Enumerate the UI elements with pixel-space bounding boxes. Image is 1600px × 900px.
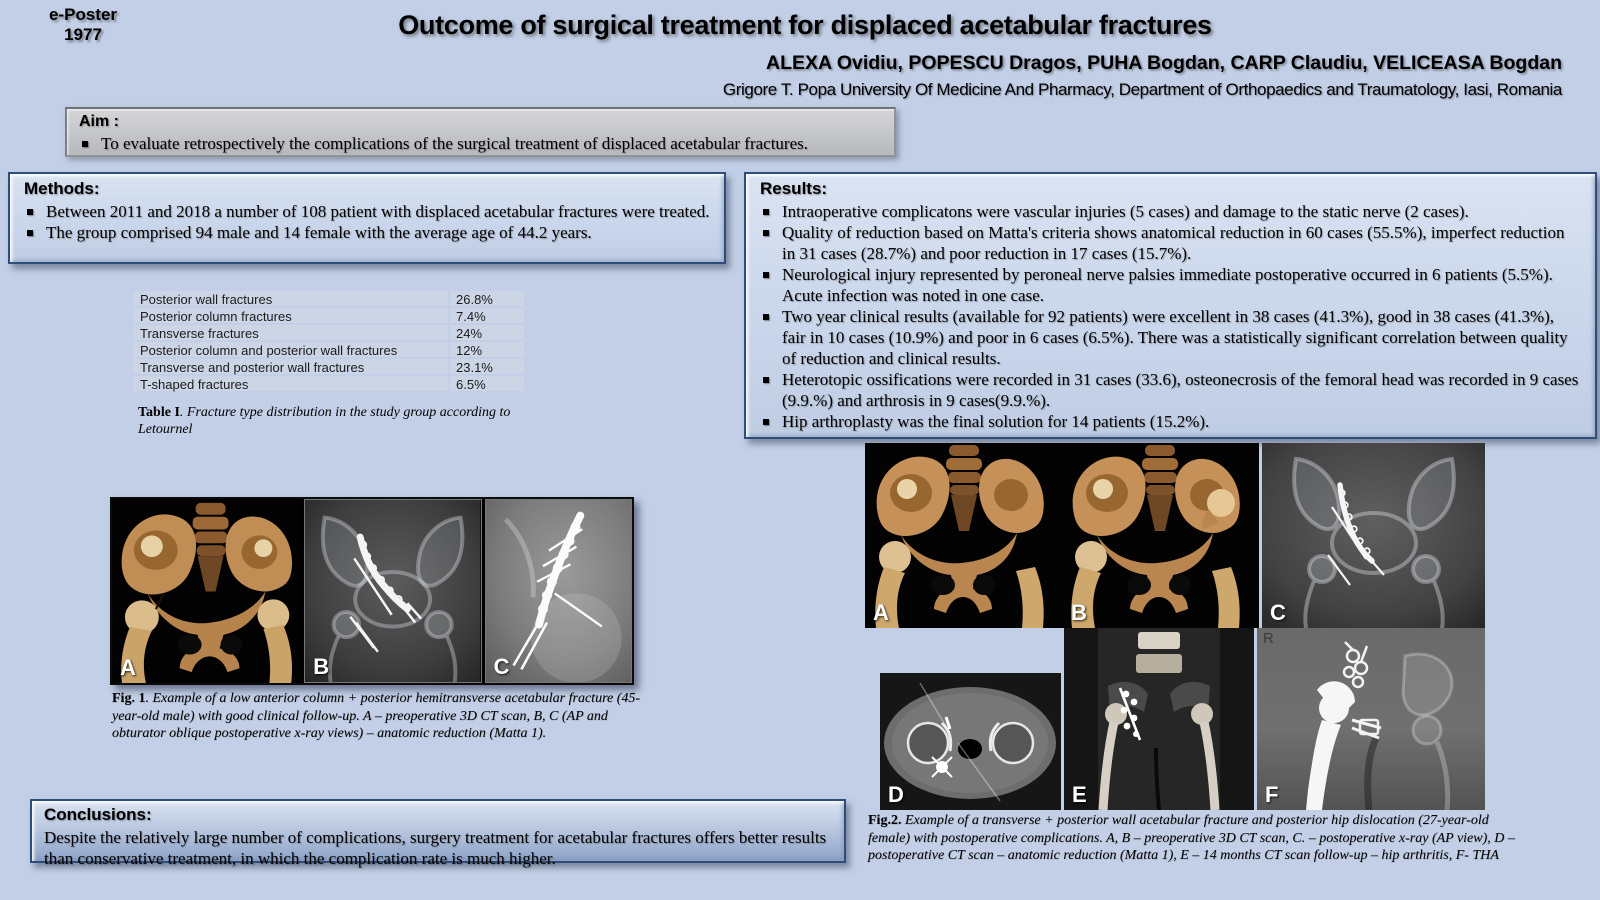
bullet-square-icon bbox=[763, 230, 769, 236]
poster-title: Outcome of surgical treatment for displaced acetabular fractures bbox=[398, 10, 1212, 40]
methods-bullet-text: Between 2011 and 2018 a number of 108 patient with displaced acetabular fractures were treated. bbox=[46, 202, 710, 221]
fig1-panel-a-3dct-image bbox=[112, 499, 301, 683]
fig2-panel-d-axialct-image bbox=[880, 673, 1061, 810]
table-row bbox=[133, 376, 518, 391]
aim-heading: Aim : bbox=[79, 113, 119, 130]
table-row bbox=[133, 342, 518, 357]
fig1-panel-c-label: C bbox=[493, 654, 510, 679]
aim-section bbox=[65, 107, 896, 157]
fracture-type-cell: Posterior column fractures bbox=[133, 308, 448, 323]
results-bullet-text: Hip arthroplasty was the final solution for 14 patients (15.2%). bbox=[782, 412, 1210, 431]
results-bullet bbox=[760, 264, 1581, 306]
fig1-panel-c-xray-image bbox=[485, 499, 632, 683]
bullet-square-icon bbox=[27, 230, 33, 236]
fracture-type-cell: Transverse and posterior wall fractures bbox=[133, 359, 448, 374]
fracture-percent-cell: 7.4% bbox=[450, 308, 524, 323]
results-bullet bbox=[760, 222, 1581, 264]
coronal-ct-illustration bbox=[1064, 628, 1254, 810]
fig2-panel-b-label: B bbox=[1071, 600, 1087, 625]
aim-bullet bbox=[79, 133, 882, 154]
fig2-panel-e-coronalct-image bbox=[1064, 628, 1254, 810]
methods-bullet bbox=[24, 222, 710, 243]
conclusions-section bbox=[30, 799, 846, 868]
fig2-caption bbox=[868, 812, 1516, 865]
pelvis-3dct-illustration bbox=[112, 499, 301, 683]
results-bullet bbox=[760, 411, 1581, 432]
authors-line: ALEXA Ovidiu, POPESCU Dragos, PUHA Bogdan, CARP Claudiu, VELICEASA Bogdan bbox=[766, 52, 1562, 74]
table-row bbox=[133, 291, 518, 306]
table-row bbox=[133, 308, 518, 323]
table-row bbox=[133, 325, 518, 340]
affiliation-line: Grigore T. Popa University Of Medicine And Pharmacy, Department of Orthopaedics and Traumatology, Iasi, Romania bbox=[722, 80, 1562, 99]
fig1-caption-label: Fig. 1 bbox=[112, 691, 146, 706]
fig1-panel-b-label: B bbox=[313, 654, 330, 679]
pelvis-3dct-pair-illustration bbox=[865, 443, 1259, 628]
fig2-caption-label: Fig.2. bbox=[868, 813, 902, 828]
fig2-panel-ab-3dct-image bbox=[865, 443, 1259, 628]
bullet-square-icon bbox=[763, 209, 769, 215]
results-bullet-text: Quality of reduction based on Matta's criteria shows anatomical reduction in 60 cases (55.5%), imperfect reduction in 31 cases (28.7%) and poor reduction in 17 cases (15.7%). bbox=[782, 223, 1565, 263]
fig1-caption-text: . Example of a low anterior column + posterior hemitransverse acetabular fracture (45-year-old male) with good clinical follow-up. A – preoperative 3D CT scan, B, C (AP and obturator oblique postoperative x-ray views) – anatomic reduction (Matta 1). bbox=[112, 691, 641, 741]
results-heading: Results: bbox=[760, 179, 828, 198]
results-bullet-text: Heterotopic ossifications were recorded in 31 cases (33.6), osteonecrosis of the femoral head was recorded in 9 cases (9.9.%) and arthrosis in 9 cases(9.9.%). bbox=[782, 370, 1579, 410]
fig2-panel-d-label: D bbox=[888, 782, 904, 807]
methods-section bbox=[8, 172, 726, 264]
methods-bullet-text: The group comprised 94 male and 14 female with the average age of 44.2 years. bbox=[46, 223, 592, 242]
fracture-type-cell: Posterior column and posterior wall fractures bbox=[133, 342, 448, 357]
results-bullet bbox=[760, 369, 1581, 411]
fracture-type-cell: Posterior wall fractures bbox=[133, 291, 448, 306]
results-section bbox=[744, 172, 1597, 439]
fracture-type-cell: T-shaped fractures bbox=[133, 376, 448, 391]
fig1-caption bbox=[112, 690, 657, 743]
methods-heading: Methods: bbox=[24, 179, 100, 198]
fig1-panel-b-xray-image bbox=[304, 499, 481, 683]
table-row bbox=[133, 359, 518, 374]
bullet-square-icon bbox=[82, 141, 88, 147]
results-bullet bbox=[760, 201, 1581, 222]
table-caption-label: Table I bbox=[138, 405, 180, 420]
results-bullet-text: Neurological injury represented by peroneal nerve palsies immediate postoperative occurred in 6 patients (5.5%). Acute infection was noted in one case. bbox=[782, 265, 1553, 305]
figure-1 bbox=[110, 497, 634, 685]
methods-bullet bbox=[24, 201, 710, 222]
results-bullet-text: Two year clinical results (available for 92 patients) were excellent in 38 cases (41.3%), good in 38 cases (41.3%), fair in 10 cases (10.9%) and poor in 6 cases (6.5%). There was a statistically significant correlation between quality of reduction and clinical results. bbox=[782, 307, 1568, 368]
aim-bullet-text: To evaluate retrospectively the complications of the surgical treatment of displaced acetabular fractures. bbox=[101, 134, 809, 153]
results-bullet-text: Intraoperative complicatons were vascular injuries (5 cases) and damage to the static nerve (2 cases). bbox=[782, 202, 1469, 221]
pelvis-xray-illustration bbox=[305, 500, 480, 682]
tha-xray-illustration bbox=[1257, 628, 1485, 810]
fracture-percent-cell: 12% bbox=[450, 342, 524, 357]
table-caption-text: . Fracture type distribution in the study group according to Letournel bbox=[138, 405, 511, 437]
eposter-label: e-Poster bbox=[48, 5, 118, 24]
bullet-square-icon bbox=[763, 314, 769, 320]
fig2-panel-a-label: A bbox=[873, 600, 889, 625]
fracture-percent-cell: 26.8% bbox=[450, 291, 524, 306]
results-bullet bbox=[760, 306, 1581, 369]
xray-side-marker: R bbox=[1263, 630, 1274, 647]
fig2-panel-c-label: C bbox=[1270, 600, 1286, 625]
methods-bullets bbox=[24, 201, 710, 243]
aim-bullets bbox=[79, 133, 882, 154]
bullet-square-icon bbox=[763, 419, 769, 425]
fracture-type-cell: Transverse fractures bbox=[133, 325, 448, 340]
bullet-square-icon bbox=[27, 209, 33, 215]
fracture-percent-cell: 24% bbox=[450, 325, 524, 340]
fig2-panel-f-tha-xray-image bbox=[1257, 628, 1485, 810]
fracture-percent-cell: 6.5% bbox=[450, 376, 524, 391]
conclusions-text: Despite the relatively large number of complications, surgery treatment for acetabular fractures offers better results than conservative treatment, in which the complication rate is much higher. bbox=[44, 828, 827, 868]
fig2-panel-c-xray-image bbox=[1262, 443, 1485, 628]
bullet-square-icon bbox=[763, 272, 769, 278]
eposter-id bbox=[18, 5, 148, 45]
fig2-panel-f-label: F bbox=[1265, 782, 1279, 807]
pelvis-xray-illustration bbox=[1262, 443, 1485, 628]
results-bullets bbox=[760, 201, 1581, 432]
table-caption bbox=[138, 404, 533, 438]
fracture-percent-cell: 23.1% bbox=[450, 359, 524, 374]
fracture-table bbox=[133, 291, 518, 393]
fig2-panel-e-label: E bbox=[1072, 782, 1087, 807]
axial-ct-illustration bbox=[880, 673, 1061, 810]
bullet-square-icon bbox=[763, 377, 769, 383]
eposter-number: 1977 bbox=[64, 25, 102, 44]
fig2-caption-text: Example of a transverse + posterior wall acetabular fracture and posterior hip dislocation (27-year-old female) with postoperative complications. A, B – preoperative 3D CT scan, C. – postoperative x-ray (AP view), D – postoperative CT scan – anatomic reduction (Matta 1), E – 14 months CT scan follow-up – hip arthritis, F- THA bbox=[868, 813, 1515, 863]
conclusions-heading: Conclusions: bbox=[44, 805, 152, 824]
fig1-panel-a-label: A bbox=[120, 655, 136, 680]
